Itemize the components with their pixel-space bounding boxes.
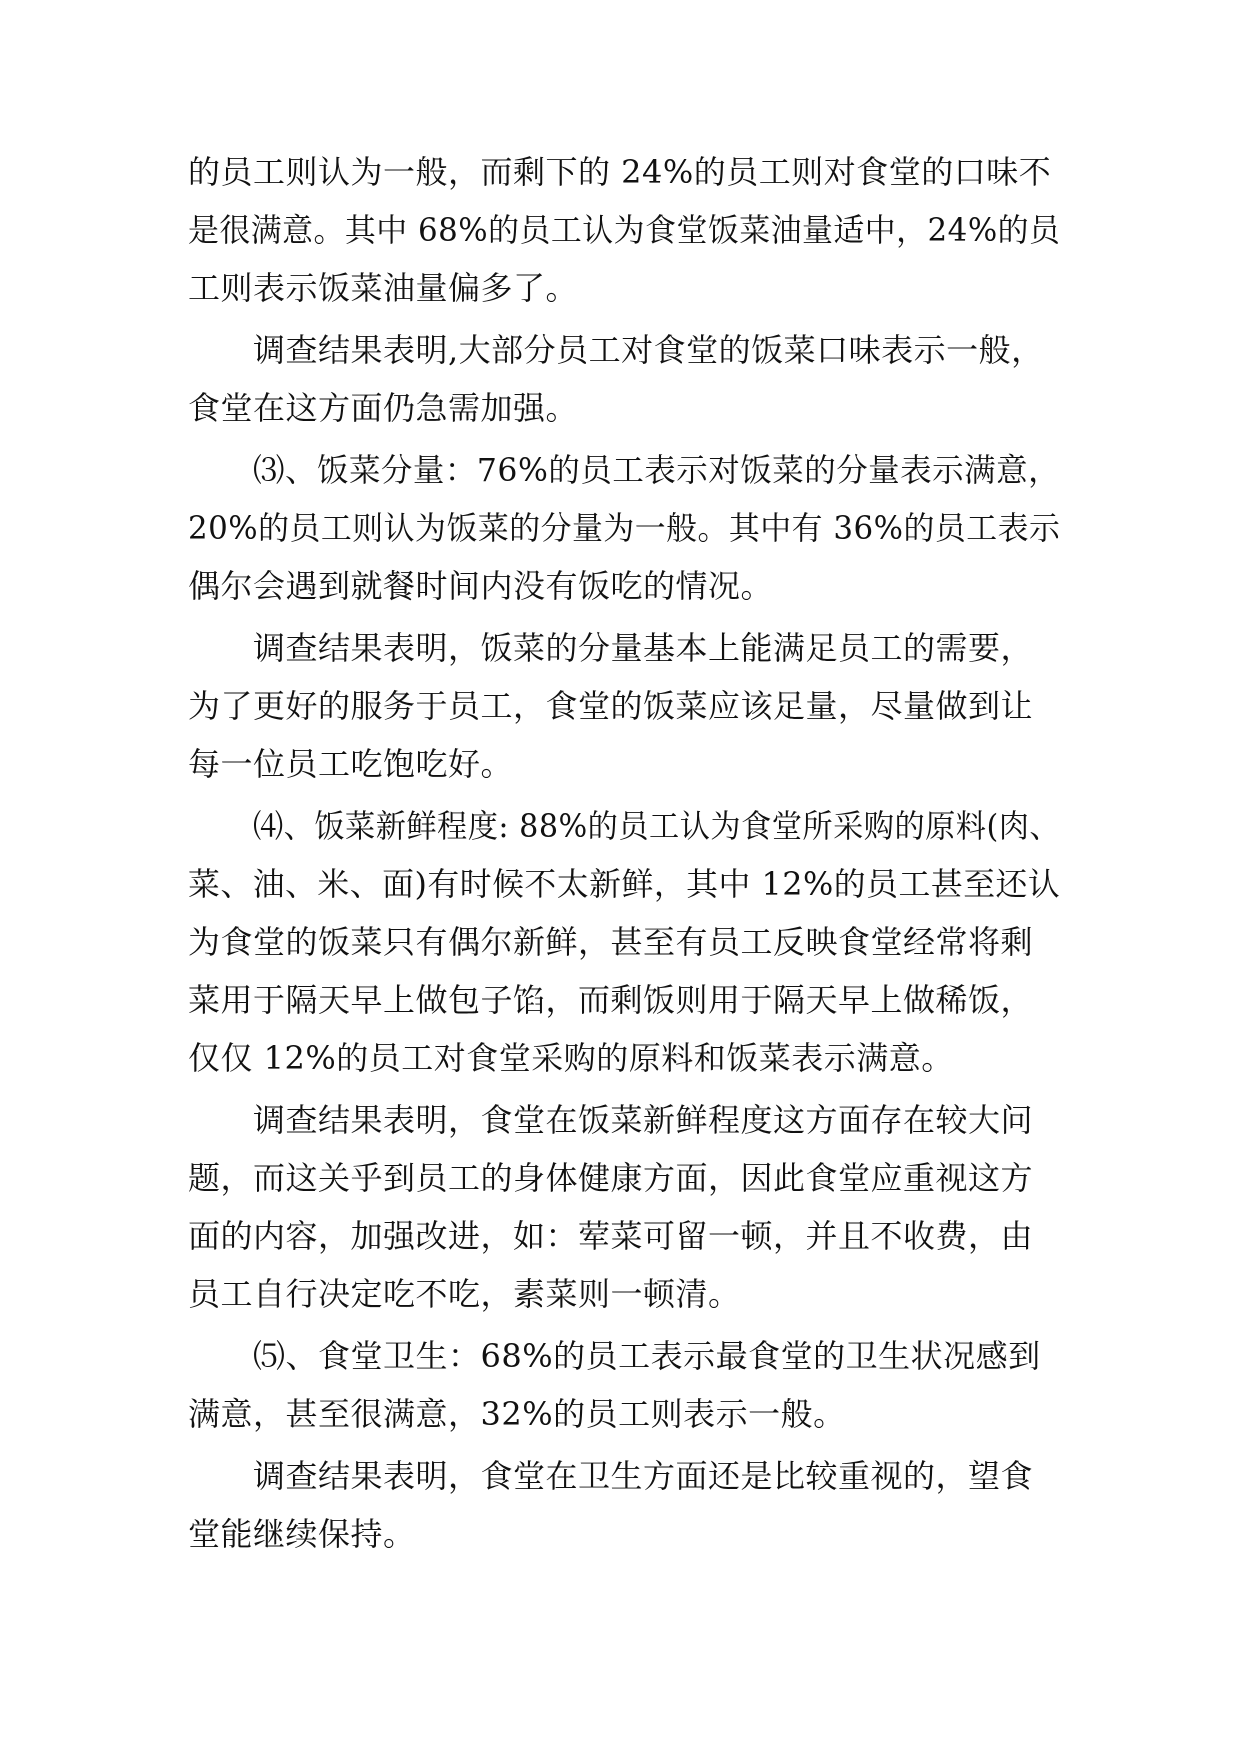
text-line: 菜用于隔天早上做包子馅，而剩饭则用于隔天早上做稀饭，: [188, 981, 1034, 1019]
text-line: 食堂在这方面仍急需加强。: [188, 389, 579, 427]
text-line: 调查结果表明，饭菜的分量基本上能满足员工的需要，: [253, 629, 1034, 667]
text-line: 调查结果表明，食堂在饭菜新鲜程度这方面存在较大问: [253, 1101, 1034, 1139]
text-line: 为了更好的服务于员工，食堂的饭菜应该足量，尽量做到让: [188, 687, 1034, 725]
text-line: 面的内容，加强改进，如：荤菜可留一顿，并且不收费，由: [188, 1217, 1034, 1255]
text-line: ⑷、饭菜新鲜程度: 88%的员工认为食堂所采购的原料(肉、: [253, 807, 1061, 845]
text-line: 仅仅 12%的员工对食堂采购的原料和饭菜表示满意。: [188, 1039, 954, 1077]
text-line: 20%的员工则认为饭菜的分量为一般。其中有 36%的员工表示: [188, 509, 1061, 547]
text-line: 员工自行决定吃不吃，素菜则一顿清。: [188, 1275, 741, 1313]
text-line: 工则表示饭菜油量偏多了。: [188, 269, 579, 307]
text-line: 菜、油、米、面)有时候不太新鲜，其中 12%的员工甚至还认: [188, 865, 1061, 903]
text-line: 是很满意。其中 68%的员工认为食堂饭菜油量适中，24%的员: [188, 211, 1061, 249]
text-line: 调查结果表明，食堂在卫生方面还是比较重视的，望食: [253, 1457, 1034, 1495]
text-line: 调查结果表明,大部分员工对食堂的饭菜口味表示一般，: [253, 331, 1044, 369]
text-line: 的员工则认为一般，而剩下的 24%的员工则对食堂的口味不: [188, 153, 1052, 191]
text-line: 满意，甚至很满意，32%的员工则表示一般。: [188, 1395, 846, 1433]
text-line: 每一位员工吃饱吃好。: [188, 745, 514, 783]
text-line: ⑸、食堂卫生：68%的员工表示最食堂的卫生状况感到: [253, 1337, 1041, 1375]
text-line: ⑶、饭菜分量：76%的员工表示对饭菜的分量表示满意，: [253, 451, 1061, 489]
text-line: 为食堂的饭菜只有偶尔新鲜，甚至有员工反映食堂经常将剩: [188, 923, 1034, 961]
text-line: 题，而这关乎到员工的身体健康方面，因此食堂应重视这方: [188, 1159, 1034, 1197]
text-line: 堂能继续保持。: [188, 1515, 416, 1553]
text-line: 偶尔会遇到就餐时间内没有饭吃的情况。: [188, 567, 774, 605]
